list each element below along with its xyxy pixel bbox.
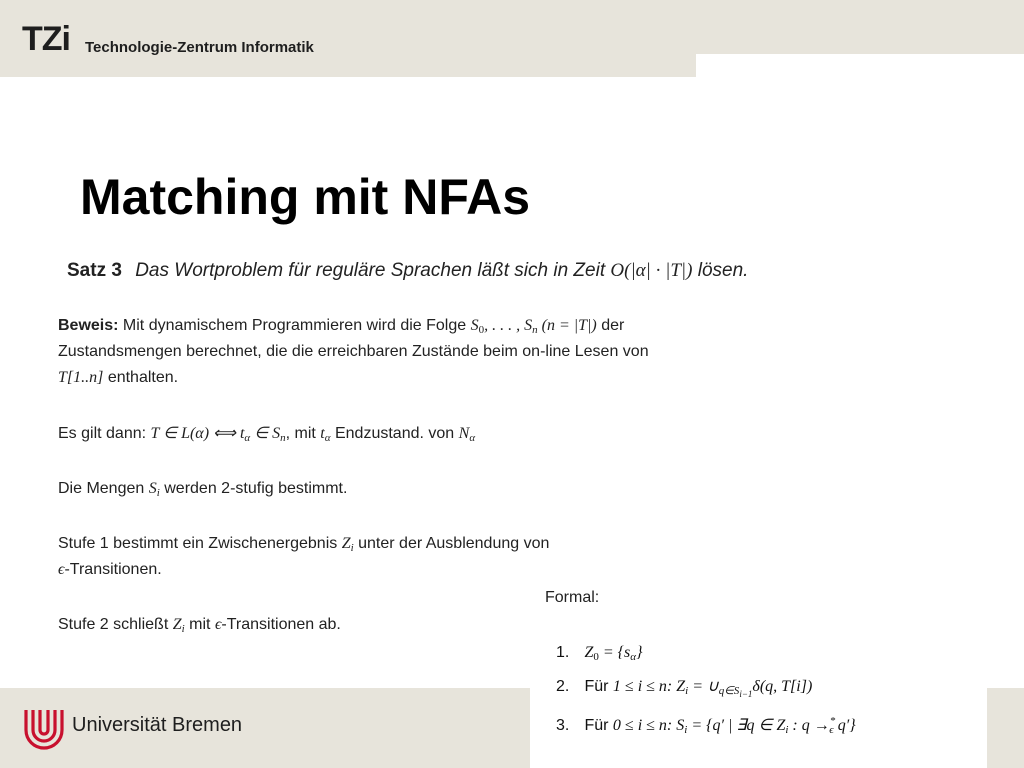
organization-name: Technologie-Zentrum Informatik (85, 39, 314, 56)
stage1-text: unter der Ausblendung von (358, 535, 550, 552)
equivalence-math: t (320, 425, 325, 442)
math-sub: i (350, 542, 354, 554)
math-sub: i−1 (739, 689, 753, 699)
slide-title: Matching mit NFAs (80, 169, 531, 225)
stage2-text: -Transitionen ab. (221, 616, 341, 633)
proof-line-3 (58, 365, 178, 391)
math-sub: α (324, 432, 331, 444)
formal-label: Formal: (545, 589, 600, 606)
stage1-text: -Transitionen. (64, 561, 162, 578)
equivalence-math: N (458, 425, 470, 442)
math-sub: i (684, 724, 688, 736)
math-sub: n (280, 432, 286, 444)
math-sub: α (244, 432, 251, 444)
formal-item-number: 1. (556, 644, 570, 661)
proof-text: der (601, 317, 625, 334)
math-sub: α (630, 651, 637, 663)
epsilon-symbol: ϵ (58, 561, 65, 578)
proof-line-2: Zustandsmengen berechnet, die die erreichbaren Zustände beim on-line Lesen von (58, 343, 649, 360)
math-sub: i (685, 685, 689, 697)
formal-math: = {s (598, 644, 631, 661)
math-sup: * (829, 715, 836, 727)
formal-text: Für (584, 717, 609, 734)
formal-math: δ(q, T[i]) (752, 678, 813, 695)
stage2-text: Stufe 2 schließt (58, 616, 169, 633)
stage1-text: Stufe 1 bestimmt ein Zwischenergebnis (58, 535, 338, 552)
proof-math: S (470, 317, 479, 334)
formal-math: q′} (833, 717, 856, 734)
stage2-math: Z (172, 616, 182, 633)
theorem (67, 260, 748, 282)
theorem-label: Satz 3 (67, 260, 122, 281)
formal-math: = ∪ (688, 678, 719, 695)
sets-line (58, 476, 347, 506)
formal-math: = {q′ | ∃q ∈ Z (687, 717, 786, 734)
math-sub: i (156, 487, 160, 499)
proof-text: enthalten. (107, 369, 179, 386)
math-sub: i (181, 623, 185, 635)
math-sub: i (785, 724, 789, 736)
equivalence-prefix: Es gilt dann: (58, 425, 147, 442)
equivalence-math: T ∈ L(α) ⟺ t (150, 425, 245, 442)
proof-math-sub: n (532, 324, 538, 336)
header-band-extension (696, 0, 1024, 54)
math-sub: 0 (593, 651, 599, 663)
formal-math: Z (584, 644, 594, 661)
formal-item (556, 640, 986, 674)
math-sub: q∈S (718, 685, 740, 697)
formal-text: Für (584, 678, 609, 695)
formal-item-number: 3. (556, 717, 570, 734)
formal-item-number: 2. (556, 678, 570, 695)
theorem-statement: Das Wortproblem für reguläre Sprachen läßt sich in Zeit (135, 260, 606, 281)
math-sub: α (469, 432, 476, 444)
proof-text: Mit dynamischem Programmieren wird die Folge (122, 317, 467, 334)
stage1-math: Z (341, 535, 351, 552)
formal-math: 1 ≤ i ≤ n: Z (612, 678, 686, 695)
proof-math: T[1..n] (58, 369, 104, 386)
footer-band-extension (987, 688, 1024, 768)
sets-text: werden 2-stufig bestimmt. (164, 480, 348, 497)
formal-math: : q → (788, 717, 830, 734)
university-logo-icon (22, 706, 66, 750)
formal-item (556, 674, 986, 708)
equivalence-text: Endzustand. von (334, 425, 455, 442)
proof-math-sub: 0 (478, 324, 485, 336)
math-sub: ϵ (829, 724, 834, 736)
equivalence-line (58, 421, 475, 451)
stage2-text: mit (189, 616, 211, 633)
equivalence-math: ∈ S (250, 425, 281, 442)
university-name: Universität Bremen (72, 714, 243, 736)
sets-text: Die Mengen (58, 480, 145, 497)
epsilon-symbol: ϵ (214, 616, 222, 633)
tzi-logo: TZi (22, 20, 70, 58)
sets-math: S (148, 480, 157, 497)
equivalence-text: , mit (285, 425, 316, 442)
theorem-statement-end: lösen. (697, 260, 749, 281)
formal-list (556, 640, 986, 742)
formal-math: } (636, 644, 643, 661)
proof-label: Beweis: (58, 317, 119, 334)
proof-math: (n = |T|) (537, 317, 597, 334)
formal-item (556, 708, 986, 742)
stage1-line-2 (58, 557, 162, 583)
stage2-line (58, 612, 341, 642)
formal-math: 0 ≤ i ≤ n: S (612, 717, 685, 734)
proof-math: , . . . , S (484, 317, 533, 334)
theorem-complexity: O(|α| · |T|) (610, 260, 693, 281)
